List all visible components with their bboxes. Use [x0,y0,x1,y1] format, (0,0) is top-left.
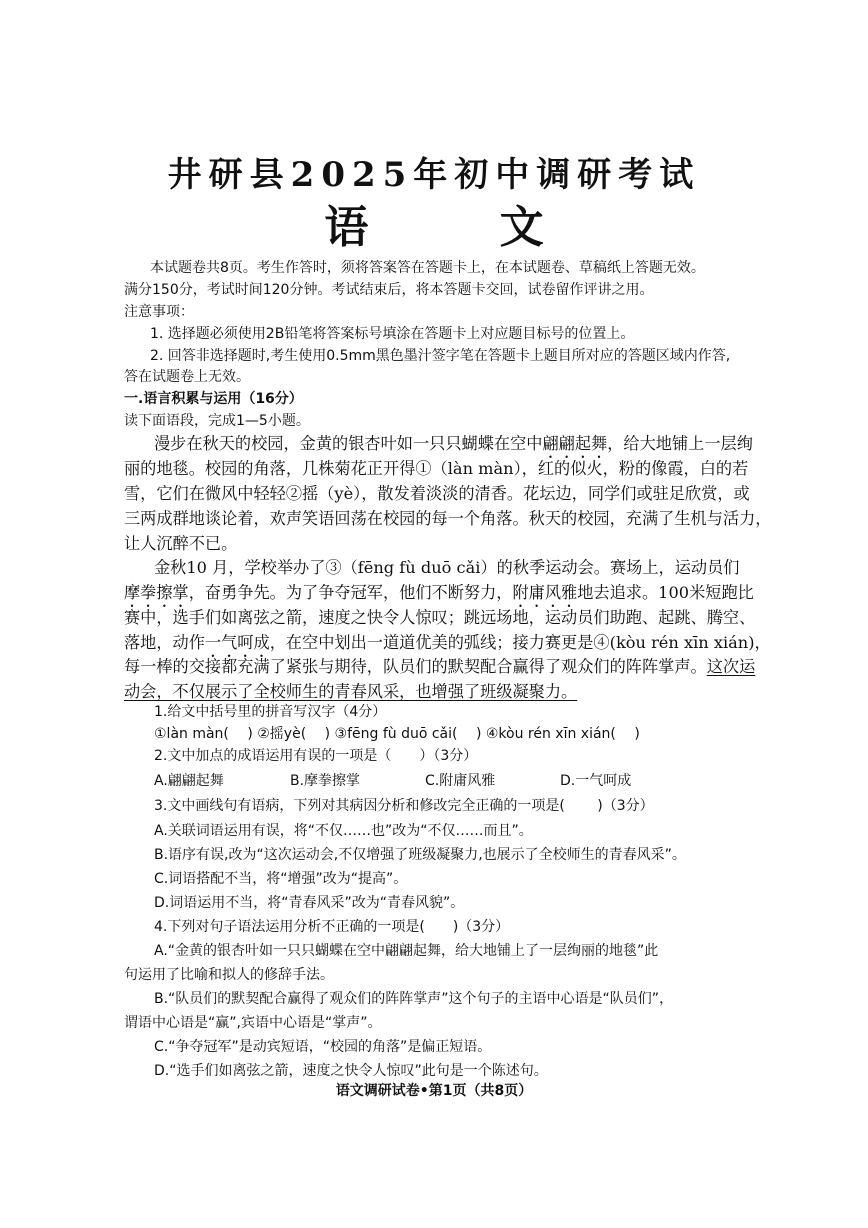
option-a: A.关联词语运用有误，将“不仅……也”改为“不仅……而且”。 [154,823,533,839]
option-d: D.一气呵成 [560,773,632,789]
notice-item-2-cont: 答在试题卷上无效。 [124,369,250,385]
intro-line-2: 满分150分，考试时间120分钟。考试结束后，将本答题卡交回，试卷留作评讲之用。 [124,282,654,298]
section-heading: 一.语言积累与运用（16分） [124,391,303,407]
exam-title: 井研县2025年初中调研考试 [167,155,701,195]
intro-line-1: 本试题卷共8页。考生作答时，须将答案答在答题卡上，在本试题卷、草稿纸上答题无效。 [150,260,705,276]
passage-line [124,680,577,704]
dotted-idiom: 一气呵成 [204,633,270,652]
passage-line: 让人沉醉不已。 [124,534,238,553]
passage-text: ，奋勇争先。为了争夺冠军，他们不断努力， [188,583,513,602]
passage-line: 金秋10 月，学校举办了③（fēng fù duō cǎi）的秋季运动会。赛场上，运动员们 [154,558,740,577]
question-1: 1.给文中括号里的拼音写汉字（4分） [154,704,387,720]
passage-line: 赛中，选手们如离弦之箭，速度之快令人惊叹；跳远场地，运动员们助跑、起跳、腾空、 [124,608,756,627]
passage-text: 地去追求。100米短跑比 [577,583,754,602]
option-b-cont: 谓语中心语是“赢”,宾语中心语是“掌声”。 [124,1015,382,1031]
passage-line: 雪，它们在微风中轻轻②摇（yè），散发着淡淡的清香。花坛边，同学们或驻足欣赏，或 [124,484,750,503]
passage-text: 落地，动作 [124,633,205,652]
passage-line: 三两成群地谈论着，欢声笑语回荡在校园的每一个角落。秋天的校园，充满了生机与活力， [124,509,772,528]
dotted-idiom: 附庸风雅 [512,583,578,602]
option-a: A.翩翩起舞 [154,773,224,789]
section-instruction: 读下面语段，完成1—5小题。 [124,413,310,429]
notice-item-1: 1. 选择题必须使用2B铅笔将答案标号填涂在答题卡上对应题目标号的位置上。 [150,326,635,342]
option-c: C.词语搭配不当，将“增强”改为“提高”。 [154,871,408,887]
option-d: D.词语运用不当，将“青春风采”改为“青春风貌”。 [154,895,465,911]
dotted-idiom: 摩拳擦掌 [124,583,189,602]
passage-text: ，在空中划出一道道优美的弧线；接力赛更是④(kòu rén xīn xián)， [269,633,771,652]
question-4: 4.下列对句子语法运用分析不正确的一项是( )（3分） [154,919,510,935]
question-2: 2.文中加点的成语运用有误的一项是（ ）（3分） [154,748,478,764]
option-b: B.语序有误,改为“这次运动会,不仅增强了班级凝聚力,也展示了全校师生的青春风采”。 [154,847,686,863]
option-b: B.“队员们的默契配合赢得了观众们的阵阵掌声”这个句子的主语中心语是“队员们”， [154,991,674,1007]
option-c: C.“争夺冠军”是动宾短语，“校园的角落”是偏正短语。 [154,1039,492,1055]
option-d: D.“选手们如离弦之箭，速度之快令人惊叹”此句是一个陈述句。 [154,1063,548,1079]
notice-title: 注意事项： [124,304,194,320]
passage-text: ，给大地铺上一层绚 [607,434,753,453]
option-c: C.附庸风雅 [425,773,496,789]
question-3: 3.文中画线句有语病，下列对其病因分析和修改完全正确的一项是( )（3分） [154,798,654,814]
option-b: B.摩拳擦掌 [290,773,361,789]
underlined-sentence: 动会，不仅展示了全校师生的青春风采，也增强了班级凝聚力。 [124,682,578,701]
subject-title: 语 文 [324,202,602,253]
notice-item-2: 2. 回答非选择题时,考生使用0.5mm黑色墨汁签字笔在答题卡上题目所对应的答题区域内作答, [150,348,731,364]
passage-line [124,655,755,679]
page-footer: 语文调研试卷•第1页（共8页） [335,1083,533,1099]
option-a: A.“金黄的银杏叶如一只只蝴蝶在空中翩翩起舞，给大地铺上了一层绚丽的地毯”此 [154,943,659,959]
option-a-cont: 句运用了比喻和拟人的修辞手法。 [124,967,334,983]
passage-text: 漫步在秋天的校园，金黄的银杏叶如一只只蝴蝶在空中 [154,434,543,453]
underlined-sentence: 这次运 [706,657,756,676]
passage-text: 每一棒的交接都充满了紧张与期待，队员们的默契配合赢得了观众们的阵阵掌声。 [124,657,707,676]
dotted-idiom: 翩翩起舞 [542,434,608,453]
passage-line: 丽的地毯。校园的角落，几株菊花正开得①（làn màn），红的似火，粉的像霞，白的若 [124,459,749,478]
question-1-blanks: ①làn màn( ) ②摇yè( ) ③fēng fù duō cǎi( ) ④kòu rén xīn xián( ) [154,726,640,742]
